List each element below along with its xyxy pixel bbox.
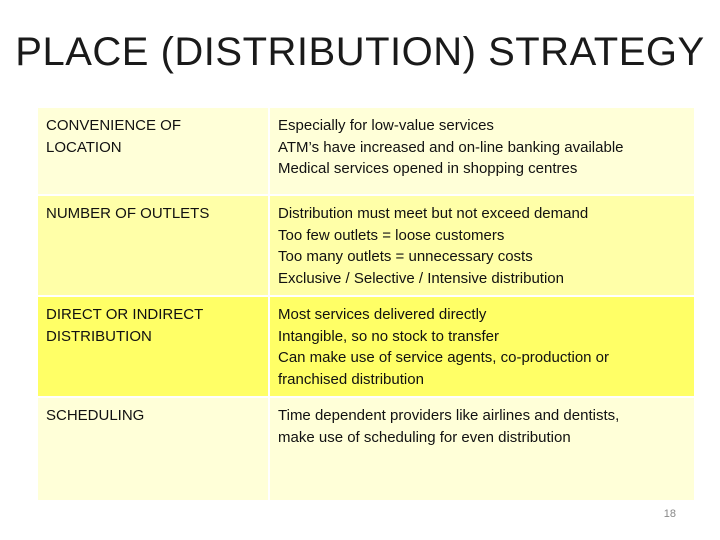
detail-line: Can make use of service agents, co-production or xyxy=(278,349,610,366)
row-heading-cell xyxy=(38,398,268,500)
row-heading: CONVENIENCE OF LOCATION xyxy=(46,117,182,156)
row-heading: DIRECT OR INDIRECT DISTRIBUTION xyxy=(46,306,203,345)
row-heading: NUMBER OF OUTLETS xyxy=(46,205,210,222)
detail-line: Too many outlets = unnecessary costs xyxy=(278,248,533,265)
row-detail-cell xyxy=(270,398,694,500)
row-heading-cell xyxy=(38,297,268,396)
detail-line: Medical services opened in shopping centres xyxy=(278,160,578,177)
table-row-convenience xyxy=(38,108,694,194)
detail-line: ATM’s have increased and on-line banking available xyxy=(278,138,624,156)
detail-line: franchised distribution xyxy=(278,370,424,388)
slide-title: PLACE (DISTRIBUTION) STRATEGY xyxy=(15,30,705,74)
table-row-scheduling xyxy=(38,398,694,500)
row-detail-cell xyxy=(270,297,694,396)
row-detail-cell xyxy=(270,196,694,295)
row-heading-cell xyxy=(38,196,268,295)
detail-line: Intangible, so no stock to transfer xyxy=(278,327,499,345)
row-detail-cell xyxy=(270,108,694,194)
row-heading: SCHEDULING xyxy=(46,407,145,424)
detail-line: make use of scheduling for even distribution xyxy=(278,428,571,446)
detail-line: Too few outlets = loose customers xyxy=(278,226,505,244)
table-row-number-of-outlets xyxy=(38,196,694,295)
detail-line: Distribution must meet but not exceed demand xyxy=(278,205,589,222)
strategy-table xyxy=(38,108,694,500)
page-number: 18 xyxy=(663,508,676,520)
table-row-direct-indirect xyxy=(38,297,694,396)
detail-line: Most services delivered directly xyxy=(278,306,487,323)
detail-line: Especially for low-value services xyxy=(278,117,494,134)
detail-line: Exclusive / Selective / Intensive distribution xyxy=(278,269,564,287)
row-heading-cell xyxy=(38,108,268,194)
detail-line: Time dependent providers like airlines and dentists, xyxy=(278,407,620,424)
